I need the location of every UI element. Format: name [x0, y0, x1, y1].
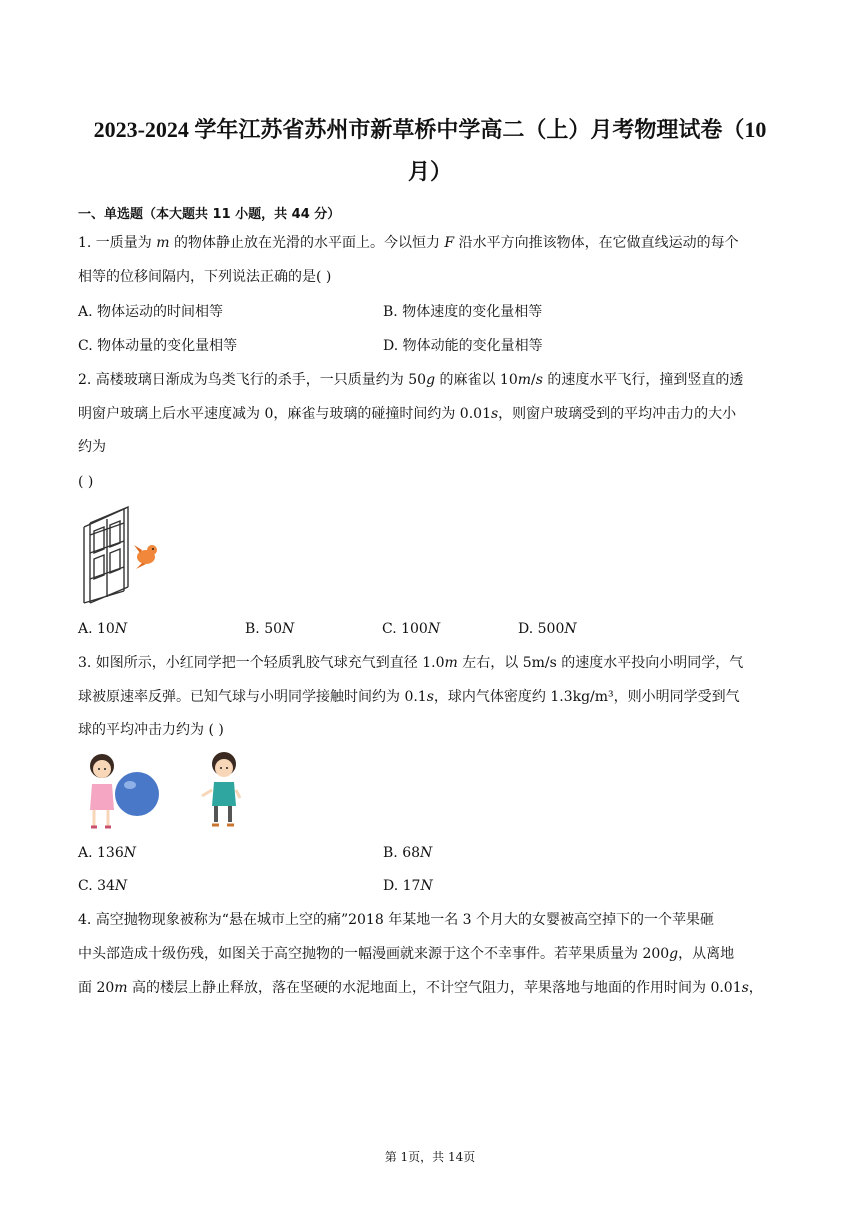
q2-option-c: C. 100𝑁: [382, 621, 441, 637]
q3-option-b: B. 68𝑁: [383, 845, 433, 861]
q2-option-a: A. 10𝑁: [78, 621, 128, 637]
q3-option-a: A. 136𝑁: [78, 845, 136, 861]
exam-title-line-1: 2023-2024 学年江苏省苏州市新草桥中学高二（上）月考物理试卷（10: [93, 117, 767, 142]
q1-option-d: D. 物体动能的变化量相等: [383, 338, 543, 354]
q3-option-d: D. 17𝑁: [383, 878, 433, 894]
q1-line-2: 相等的位移间隔内，下列说法正确的是( ): [78, 269, 332, 285]
page-number: 第 1页，共 14页: [384, 1150, 476, 1164]
balloon-children-figure: [80, 750, 245, 832]
q2-line-2: 明窗户玻璃上后水平速度减为 0，麻雀与玻璃的碰撞时间约为 0.01𝑠，则窗户玻璃受到的平均冲击力的大小: [78, 406, 737, 422]
q2-option-b: B. 50𝑁: [245, 621, 295, 637]
q1-line-1: 1. 一质量为 𝑚 的物体静止放在光滑的水平面上。今以恒力 𝐹 沿水平方向推该物体，在它做直线运动的每个: [78, 235, 739, 251]
boy-icon: [202, 752, 240, 825]
girl-icon: [90, 754, 114, 827]
sparrow-icon: [134, 545, 157, 569]
q3-line-2: 球被原速率反弹。已知气球与小明同学接触时间约为 0.1𝑠，球内气体密度约 1.3kg/m³，则小明同学受到气: [78, 689, 740, 705]
window-bird-figure: [80, 505, 162, 605]
q1-option-c: C. 物体动量的变化量相等: [78, 338, 238, 354]
q2-option-d: D. 500𝑁: [518, 621, 577, 637]
q2-line-4: ( ): [78, 474, 94, 490]
q3-option-c: C. 34𝑁: [78, 878, 128, 894]
q4-line-1: 4. 高空抛物现象被称为“悬在城市上空的痛”2018 年某地一名 3 个月大的女婴被高空掉下的一个苹果砸: [78, 912, 715, 928]
q2-line-1: 2. 高楼玻璃日渐成为鸟类飞行的杀手，一只质量约为 50𝑔 的麻雀以 10𝑚/𝑠 的速度水平飞行，撞到竖直的透: [78, 372, 744, 388]
q3-line-1: 3. 如图所示，小红同学把一个轻质乳胶气球充气到直径 1.0𝑚 左右，以 5m/s 的速度水平投向小明同学，气: [78, 655, 744, 671]
q1-option-a: A. 物体运动的时间相等: [78, 304, 224, 320]
q4-line-3: 面 20𝑚 高的楼层上静止释放，落在坚硬的水泥地面上，不计空气阻力，苹果落地与地面的作用时间为 0.01𝑠，: [78, 980, 763, 996]
q4-line-2: 中头部造成十级伤残，如图关于高空抛物的一幅漫画就来源于这个不幸事件。若苹果质量为 200𝑔，从离地: [78, 946, 735, 962]
section-heading: 一、单选题（本大题共 11 小题，共 44 分）: [78, 207, 341, 222]
q1-option-b: B. 物体速度的变化量相等: [383, 304, 543, 320]
q3-line-3: 球的平均冲击力约为 ( ): [78, 722, 224, 738]
q2-line-3: 约为: [78, 439, 106, 455]
balloon-icon: [115, 772, 159, 816]
exam-title-line-2: 月）: [407, 159, 452, 184]
